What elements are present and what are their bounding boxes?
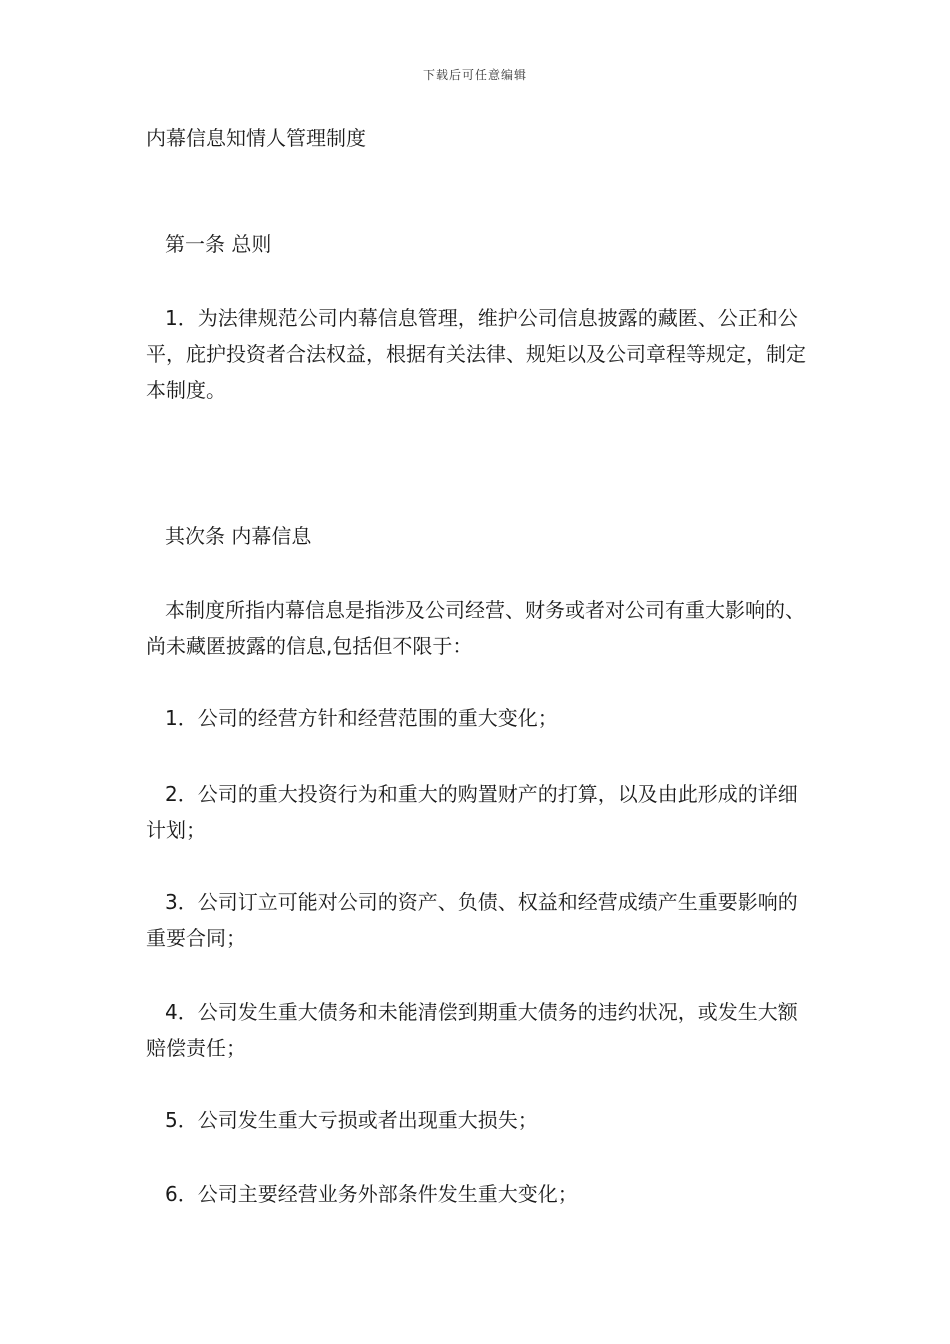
list-item-4: 4．公司发生重大债务和未能清偿到期重大债务的违约状况，或发生大额赔偿责任； [146,1000,798,1060]
list-item-3: 3．公司订立可能对公司的资产、负债、权益和经营成绩产生重要影响的重要合同； [146,890,798,950]
list-item-5: 5．公司发生重大亏损或者出现重大损失； [165,1108,538,1132]
paragraph-1: 1．为法律规范公司内幕信息管理，维护公司信息披露的藏匿、公正和公平，庇护投资者合法权益，根据有关法律、规矩以及公司章程等规定，制定本制度。 [146,306,806,402]
list-item-2: 2．公司的重大投资行为和重大的购置财产的打算，以及由此形成的详细计划； [146,782,798,842]
header-note: 下载后可任意编辑 [422,68,527,82]
paragraph-definition: 本制度所指内幕信息是指涉及公司经营、财务或者对公司有重大影响的、尚未藏匿披露的信息,包括但不限于： [146,598,805,658]
list-item-1: 1．公司的经营方针和经营范围的重大变化； [165,706,558,730]
section-heading-insider-info: 其次条 内幕信息 [165,524,312,548]
list-item-6: 6．公司主要经营业务外部条件发生重大变化； [165,1182,578,1206]
document-title: 内幕信息知情人管理制度 [146,126,366,150]
section-heading-general: 第一条 总则 [165,232,272,256]
